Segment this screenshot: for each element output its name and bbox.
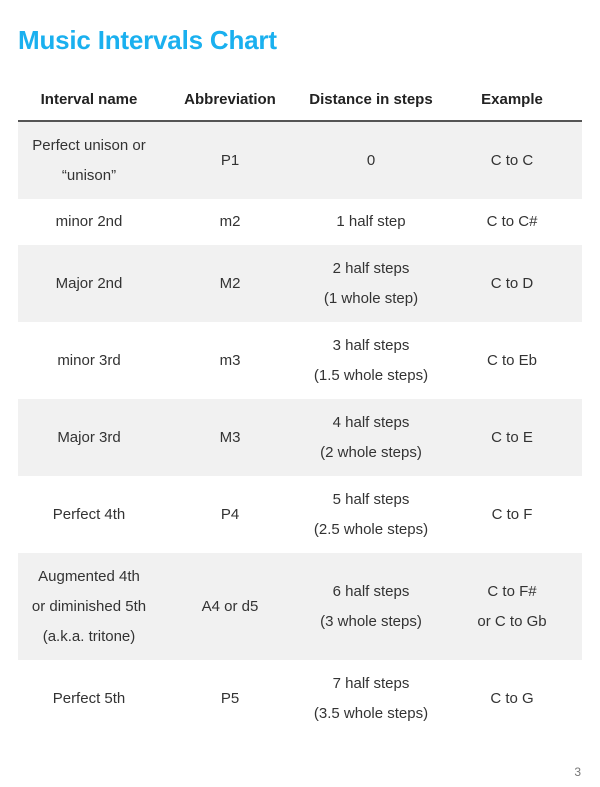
distance-cell bbox=[300, 476, 442, 553]
cell-line: C to C# bbox=[486, 213, 538, 230]
table-header bbox=[18, 78, 582, 121]
column-header-example: Example bbox=[442, 78, 582, 121]
cell-line: C to F# bbox=[487, 582, 537, 600]
cell-line: 7 half steps bbox=[332, 674, 410, 692]
example-cell bbox=[442, 660, 582, 737]
cell-line: M2 bbox=[219, 274, 241, 292]
abbreviation-cell bbox=[160, 121, 300, 199]
column-header-distance: Distance in steps bbox=[300, 78, 442, 121]
table-row bbox=[18, 199, 582, 245]
example-cell bbox=[442, 553, 582, 660]
cell-line: 1 half step bbox=[336, 213, 406, 230]
cell-line: “unison” bbox=[61, 166, 117, 184]
cell-line: (3.5 whole steps) bbox=[313, 704, 429, 722]
cell-line: A4 or d5 bbox=[201, 597, 259, 615]
interval-name-cell bbox=[18, 199, 160, 245]
cell-line: C to G bbox=[490, 689, 534, 707]
column-header-abbreviation: Abbreviation bbox=[160, 78, 300, 121]
table-row bbox=[18, 476, 582, 553]
cell-line: C to F bbox=[491, 505, 533, 523]
cell-line: Augmented 4th bbox=[38, 567, 140, 585]
abbreviation-cell bbox=[160, 199, 300, 245]
cell-line: M3 bbox=[219, 428, 241, 446]
cell-line: (1 whole step) bbox=[323, 289, 419, 307]
cell-line: m2 bbox=[219, 213, 241, 230]
cell-line: 6 half steps bbox=[332, 582, 410, 600]
table-body bbox=[18, 121, 582, 737]
distance-cell bbox=[300, 245, 442, 322]
distance-cell bbox=[300, 322, 442, 399]
table-row bbox=[18, 121, 582, 199]
cell-line: m3 bbox=[219, 351, 241, 369]
cell-line: P4 bbox=[220, 505, 240, 523]
cell-line: 0 bbox=[366, 151, 376, 169]
example-cell bbox=[442, 322, 582, 399]
cell-line: or diminished 5th bbox=[31, 597, 147, 615]
abbreviation-cell bbox=[160, 553, 300, 660]
abbreviation-cell bbox=[160, 245, 300, 322]
interval-name-cell bbox=[18, 476, 160, 553]
table-row bbox=[18, 399, 582, 476]
distance-cell bbox=[300, 121, 442, 199]
distance-cell bbox=[300, 399, 442, 476]
cell-line: (3 whole steps) bbox=[320, 612, 422, 630]
cell-line: (1.5 whole steps) bbox=[313, 366, 429, 384]
cell-line: Perfect 5th bbox=[52, 689, 126, 707]
cell-line: 4 half steps bbox=[332, 413, 410, 431]
interval-name-cell bbox=[18, 399, 160, 476]
cell-line: C to D bbox=[490, 274, 534, 292]
header-row bbox=[18, 78, 582, 121]
example-cell bbox=[442, 399, 582, 476]
distance-cell bbox=[300, 199, 442, 245]
cell-line: C to Eb bbox=[486, 351, 538, 369]
abbreviation-cell bbox=[160, 399, 300, 476]
cell-line: minor 3rd bbox=[57, 351, 121, 369]
cell-line: Major 3rd bbox=[57, 428, 121, 446]
table-row bbox=[18, 245, 582, 322]
interval-name-cell bbox=[18, 121, 160, 199]
cell-line: 2 half steps bbox=[332, 259, 410, 277]
abbreviation-cell bbox=[160, 476, 300, 553]
example-cell bbox=[442, 476, 582, 553]
table-row bbox=[18, 660, 582, 737]
cell-line: P1 bbox=[220, 151, 240, 169]
distance-cell bbox=[300, 553, 442, 660]
example-cell bbox=[442, 245, 582, 322]
cell-line: C to E bbox=[491, 428, 533, 446]
interval-name-cell bbox=[18, 245, 160, 322]
table-row bbox=[18, 553, 582, 660]
cell-line: 5 half steps bbox=[332, 490, 410, 508]
cell-line: or C to Gb bbox=[477, 612, 547, 630]
cell-line: (2.5 whole steps) bbox=[313, 520, 429, 538]
interval-name-cell bbox=[18, 660, 160, 737]
cell-line: P5 bbox=[220, 689, 240, 707]
example-cell bbox=[442, 121, 582, 199]
cell-line: Perfect 4th bbox=[52, 505, 126, 523]
cell-line: Perfect unison or bbox=[32, 136, 146, 154]
intervals-table bbox=[18, 78, 582, 737]
cell-line: C to C bbox=[490, 151, 534, 169]
cell-line: (2 whole steps) bbox=[320, 443, 422, 461]
cell-line: minor 2nd bbox=[55, 213, 123, 230]
abbreviation-cell bbox=[160, 660, 300, 737]
cell-line: (a.k.a. tritone) bbox=[42, 627, 136, 645]
interval-name-cell bbox=[18, 553, 160, 660]
distance-cell bbox=[300, 660, 442, 737]
example-cell bbox=[442, 199, 582, 245]
page-number: 3 bbox=[574, 765, 581, 779]
abbreviation-cell bbox=[160, 322, 300, 399]
page-title: Music Intervals Chart bbox=[18, 25, 277, 55]
table-row bbox=[18, 322, 582, 399]
cell-line: 3 half steps bbox=[332, 336, 410, 354]
column-header-interval-name: Interval name bbox=[18, 78, 160, 121]
cell-line: Major 2nd bbox=[55, 274, 123, 292]
interval-name-cell bbox=[18, 322, 160, 399]
